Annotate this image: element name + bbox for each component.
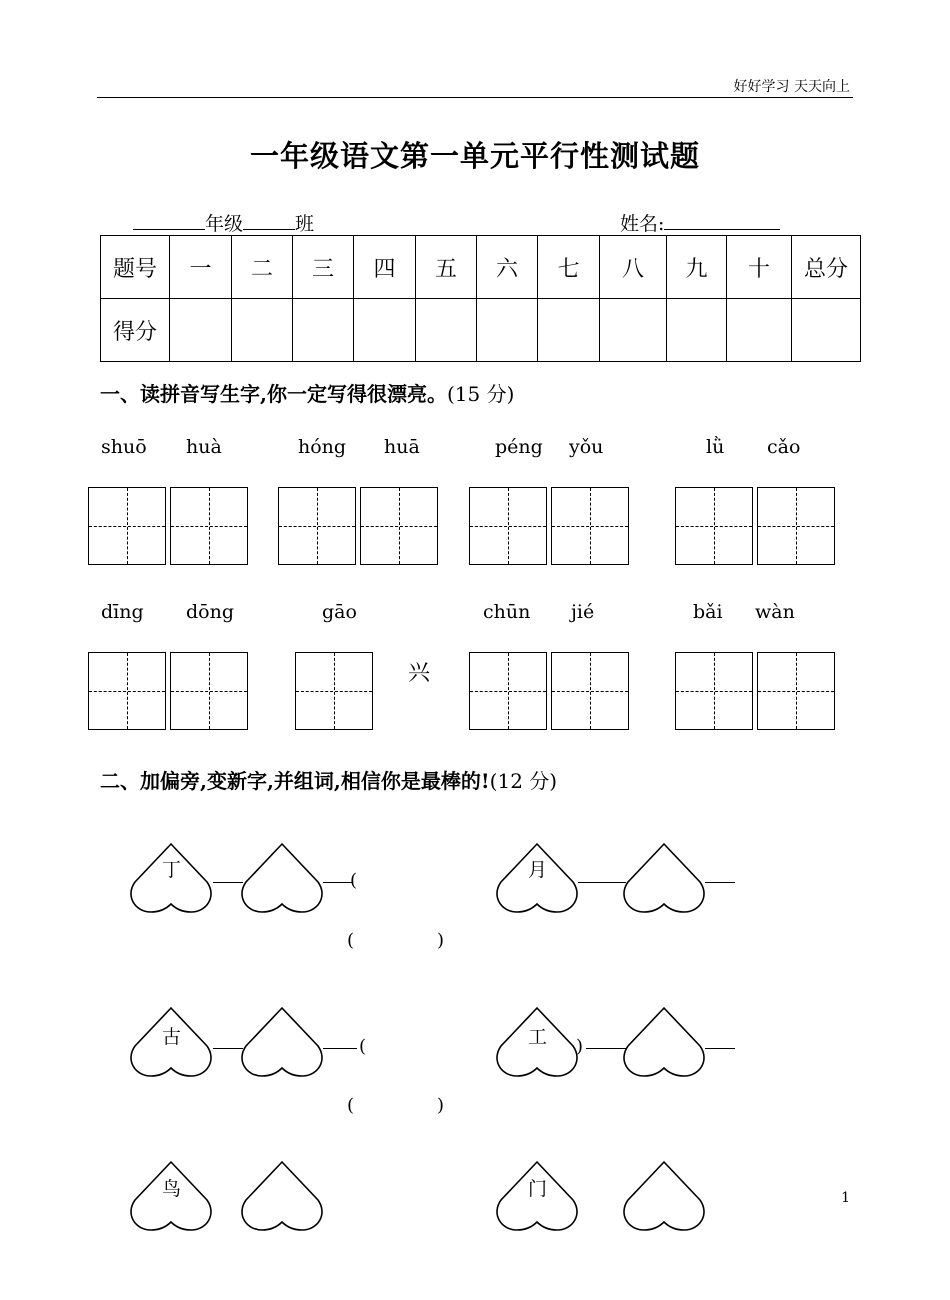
heart-answer-box[interactable] bbox=[622, 1160, 706, 1232]
section2-points: (12 分) bbox=[489, 769, 558, 793]
writing-grid-box[interactable] bbox=[88, 652, 166, 730]
score-cell[interactable] bbox=[727, 299, 792, 362]
score-header-cell: 六 bbox=[477, 236, 538, 299]
writing-grid-box[interactable] bbox=[551, 487, 629, 565]
heart-character: 丁 bbox=[162, 859, 182, 881]
heart-character: 门 bbox=[528, 1178, 548, 1200]
pinyin: chūn bbox=[483, 601, 531, 623]
score-cell[interactable] bbox=[293, 299, 354, 362]
score-header-cell: 八 bbox=[600, 236, 667, 299]
header-slogan: 好好学习 天天向上 bbox=[733, 79, 850, 95]
writing-grid-box[interactable] bbox=[469, 652, 547, 730]
pinyin: wàn bbox=[755, 601, 795, 623]
connector-line bbox=[705, 1048, 735, 1049]
section2-title bbox=[100, 765, 557, 794]
connector-line bbox=[213, 1048, 243, 1049]
connector-line bbox=[323, 1048, 357, 1049]
pinyin: lǜ bbox=[706, 436, 725, 458]
pinyin: bǎi bbox=[693, 601, 723, 623]
score-header-cell: 七 bbox=[538, 236, 600, 299]
paren-open: ( bbox=[350, 870, 358, 891]
grade-label: 年级 bbox=[205, 213, 244, 235]
score-header-cell: 总分 bbox=[792, 236, 861, 299]
name-blank[interactable] bbox=[664, 211, 780, 230]
heart-answer-box[interactable] bbox=[240, 1006, 324, 1078]
score-table bbox=[100, 235, 861, 362]
pinyin: cǎo bbox=[767, 436, 801, 458]
pinyin: jié bbox=[571, 601, 595, 623]
score-cell[interactable] bbox=[538, 299, 600, 362]
heart-character: 鸟 bbox=[162, 1178, 182, 1200]
name-line bbox=[620, 209, 780, 236]
score-table-header-row bbox=[101, 236, 861, 299]
score-cell[interactable] bbox=[232, 299, 293, 362]
score-cell[interactable] bbox=[477, 299, 538, 362]
writing-grid-box[interactable] bbox=[757, 652, 835, 730]
pinyin: gāo bbox=[322, 601, 357, 623]
score-cell[interactable] bbox=[354, 299, 416, 362]
score-cell[interactable] bbox=[170, 299, 232, 362]
connector-line bbox=[323, 882, 353, 883]
section1-points: (15 分) bbox=[446, 382, 515, 406]
pinyin: yǒu bbox=[569, 436, 604, 458]
writing-grid-box[interactable] bbox=[360, 487, 438, 565]
connector-line bbox=[586, 1048, 626, 1049]
writing-grid-box[interactable] bbox=[675, 652, 753, 730]
class-blank[interactable] bbox=[243, 211, 295, 230]
heart-character: 工 bbox=[528, 1026, 548, 1048]
pinyin: dīng bbox=[101, 601, 144, 623]
paren-open: ( bbox=[359, 1036, 367, 1057]
score-header-cell: 五 bbox=[416, 236, 477, 299]
class-label: 班 bbox=[295, 213, 315, 235]
score-header-cell: 题号 bbox=[101, 236, 170, 299]
score-header-cell: 三 bbox=[293, 236, 354, 299]
writing-grid-box[interactable] bbox=[278, 487, 356, 565]
paren-close: ) bbox=[437, 1095, 445, 1116]
score-cell[interactable] bbox=[792, 299, 861, 362]
writing-grid-box[interactable] bbox=[88, 487, 166, 565]
writing-grid-box[interactable] bbox=[170, 652, 248, 730]
paren-open: ( bbox=[347, 930, 355, 951]
connector-line bbox=[578, 882, 626, 883]
pinyin: huā bbox=[384, 436, 420, 458]
heart-answer-box[interactable] bbox=[622, 842, 706, 914]
paren-close: ) bbox=[437, 930, 445, 951]
paren-open: ( bbox=[347, 1095, 355, 1116]
heart-answer-box[interactable] bbox=[240, 1160, 324, 1232]
heart-answer-box[interactable] bbox=[240, 842, 324, 914]
score-cell[interactable] bbox=[667, 299, 727, 362]
connector-line bbox=[213, 882, 243, 883]
page-title: 一年级语文第一单元平行性测试题 bbox=[249, 139, 700, 173]
writing-grid-box[interactable] bbox=[295, 652, 373, 730]
score-header-cell: 十 bbox=[727, 236, 792, 299]
given-character: 兴 bbox=[408, 661, 431, 686]
pinyin: shuō bbox=[101, 436, 147, 458]
paren-close: ) bbox=[576, 1036, 584, 1057]
page-number: 1 bbox=[841, 1190, 850, 1206]
score-header-cell: 四 bbox=[354, 236, 416, 299]
score-cell[interactable] bbox=[416, 299, 477, 362]
writing-grid-box[interactable] bbox=[675, 487, 753, 565]
writing-grid-box[interactable] bbox=[469, 487, 547, 565]
heart-answer-box[interactable] bbox=[622, 1006, 706, 1078]
writing-grid-box[interactable] bbox=[551, 652, 629, 730]
heart-character: 月 bbox=[528, 859, 548, 881]
section2-title-text: 二、加偏旁,变新字,并组词,相信你是最棒的! bbox=[100, 769, 490, 793]
grade-blank[interactable] bbox=[133, 211, 205, 230]
name-label: 姓名: bbox=[620, 213, 665, 235]
heart-character: 古 bbox=[162, 1026, 182, 1048]
pinyin: dōng bbox=[186, 601, 235, 623]
score-header-cell: 九 bbox=[667, 236, 727, 299]
score-row-label: 得分 bbox=[101, 299, 170, 362]
score-cell[interactable] bbox=[600, 299, 667, 362]
header-rule bbox=[97, 97, 853, 98]
score-header-cell: 一 bbox=[170, 236, 232, 299]
section1-title bbox=[100, 378, 514, 407]
writing-grid-box[interactable] bbox=[170, 487, 248, 565]
score-header-cell: 二 bbox=[232, 236, 293, 299]
section1-title-text: 一、读拼音写生字,你一定写得很漂亮。 bbox=[100, 382, 447, 406]
connector-line bbox=[705, 882, 735, 883]
score-table-score-row bbox=[101, 299, 861, 362]
pinyin: péng bbox=[495, 436, 543, 458]
pinyin: hóng bbox=[298, 436, 347, 458]
writing-grid-box[interactable] bbox=[757, 487, 835, 565]
grade-class-line bbox=[133, 209, 314, 236]
pinyin: huà bbox=[186, 436, 222, 458]
